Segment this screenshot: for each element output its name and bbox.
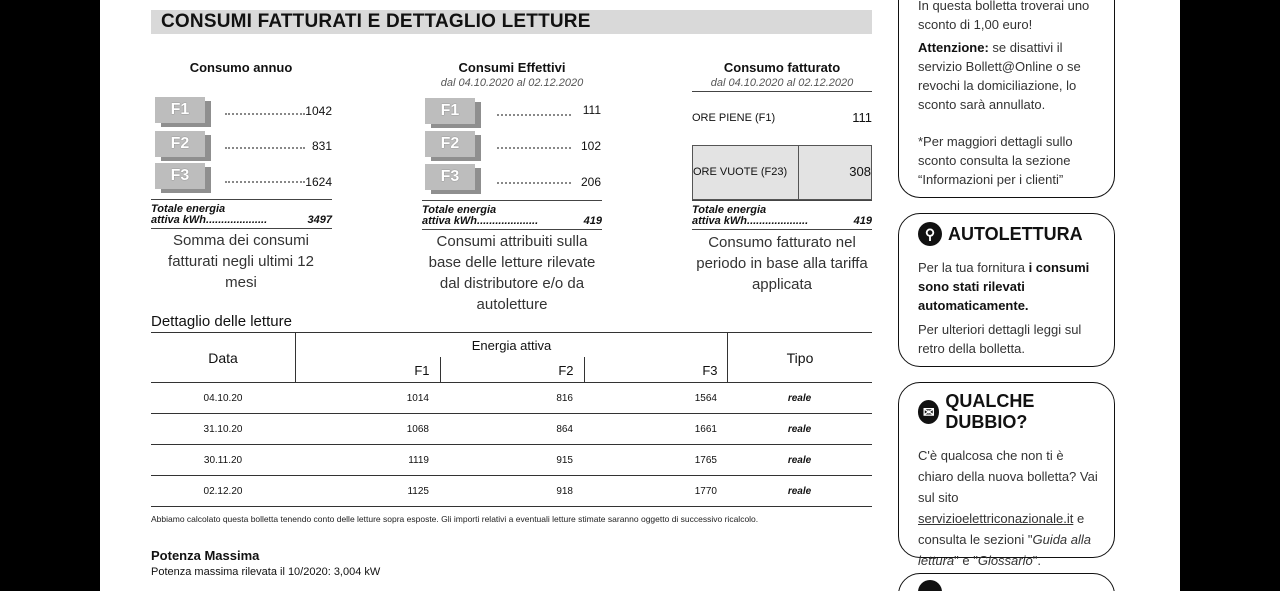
annuo-total-value: 3497 — [307, 214, 332, 226]
row-f1: 1125 — [407, 485, 429, 497]
next-card — [898, 573, 1115, 591]
col-f3-header: F3 — [702, 363, 718, 378]
dubbio-text: C'è qualcosa che non ti è chiaro della nuova bolletta? Vai sul sito servizioelettriconazionale.it e consulta le sezioni "Guida alla lettura" e "Glossario". — [918, 448, 1098, 568]
dubbio-card — [898, 382, 1115, 568]
row-f3: 1770 — [694, 485, 717, 497]
annuo-row-f1 — [155, 97, 335, 127]
potenza-title: Potenza Massima — [151, 548, 260, 563]
dotted-leader — [225, 181, 305, 183]
table-header — [151, 333, 872, 383]
table-row — [151, 445, 872, 476]
table-row — [151, 383, 872, 414]
fatturato-f23-box — [692, 145, 872, 200]
effettivi-total-label: Totale energia attiva kWh.................... — [422, 204, 539, 227]
divider — [692, 200, 872, 201]
fatturato-f1-value: 111 — [852, 110, 872, 125]
annuo-total-label: Totale energia attiva kWh.................... — [151, 203, 268, 226]
effettivi-description: Consumi attribuiti sulla base delle letture rilevate dal distributore e/o da autoletture — [428, 233, 596, 313]
bill-page — [100, 0, 1180, 591]
divider — [422, 229, 602, 230]
fatturato-total-label: Totale energia attiva kWh.................... — [692, 204, 809, 227]
col-energia-header: Energia attiva — [471, 338, 552, 353]
row-f1: 1014 — [406, 392, 429, 404]
sconto-line-2: sconto di 1,00 euro! — [918, 17, 1033, 32]
annuo-f3-value: 1624 — [305, 175, 332, 189]
row-date: 02.12.20 — [203, 485, 243, 497]
row-f3: 1765 — [694, 454, 717, 466]
col-data-header: Data — [208, 350, 238, 366]
divider — [798, 146, 799, 199]
col-f1-cell — [296, 357, 440, 383]
dubbio-heading — [918, 391, 1102, 433]
autolettura-text: Per la tua fornitura i consumi sono stati rilevati automaticamente. — [918, 260, 1090, 313]
annuo-f2-value: 831 — [311, 139, 332, 153]
row-f3: 1661 — [694, 423, 717, 435]
divider — [692, 91, 872, 92]
row-date: 30.11.20 — [203, 454, 243, 466]
effettivi-total-value: 419 — [583, 215, 602, 227]
f1-block: F1 — [155, 97, 205, 123]
dotted-leader — [225, 147, 305, 149]
col-tipo-header: Tipo — [786, 350, 814, 366]
col-f2-header: F2 — [558, 363, 574, 378]
fatturato-title: Consumo fatturato — [723, 60, 841, 75]
divider — [151, 199, 332, 200]
f2-block: F2 — [155, 131, 205, 157]
row-tipo: reale — [787, 454, 812, 466]
dotted-leader — [497, 182, 571, 184]
divider — [422, 200, 602, 201]
fatturato-f23-value: 308 — [849, 164, 871, 179]
sconto-line-1: In questa bolletta troverai uno — [918, 0, 1090, 13]
annuo-description: Somma dei consumi fatturati negli ultimi 12 mesi — [168, 232, 314, 291]
dotted-leader — [225, 113, 305, 115]
dotted-leader — [497, 147, 571, 149]
table-row — [151, 414, 872, 445]
effettivi-row-f1 — [425, 98, 605, 128]
row-f3: 1564 — [694, 392, 717, 404]
divider — [151, 228, 332, 229]
row-date: 04.10.20 — [203, 392, 243, 404]
envelope-icon: ✉ — [918, 400, 939, 424]
sconto-footnote: *Per maggiori dettagli sullo sconto consulta la sezione “Informazioni per i clienti” — [918, 134, 1073, 187]
f1-block: F1 — [425, 98, 475, 124]
dotted-leader — [497, 114, 571, 116]
annuo-title: Consumo annuo — [189, 60, 293, 75]
row-tipo: reale — [787, 392, 812, 404]
potenza-text: Potenza massima rilevata il 10/2020: 3,004 kW — [151, 566, 381, 578]
row-f2: 915 — [556, 454, 573, 466]
effettivi-row-f2 — [425, 131, 605, 161]
row-date: 31.10.20 — [203, 423, 243, 435]
fatturato-period: dal 04.10.2020 al 02.12.2020 — [710, 77, 854, 89]
f2-block: F2 — [425, 131, 475, 157]
letture-table — [151, 332, 872, 507]
search-icon: ⚲ — [918, 222, 942, 246]
sconto-card — [898, 0, 1115, 198]
fatturato-f1-label: ORE PIENE (F1) — [692, 112, 776, 124]
row-f2: 918 — [556, 485, 573, 497]
annuo-row-f3 — [155, 163, 335, 193]
section-title: CONSUMI FATTURATI E DETTAGLIO LETTURE — [151, 10, 872, 34]
col-f1-header: F1 — [414, 363, 430, 378]
attention-text: Attenzione: se disattivi il servizio Bollett@Online o se revochi la domiciliazione, lo sconto sarà annullato. — [918, 40, 1081, 112]
fatturato-description: Consumo fatturato nel periodo in base alla tariffa applicata — [696, 234, 868, 293]
fatturato-f23-label: ORE VUOTE (F23) — [693, 166, 788, 178]
effettivi-f2-value: 102 — [580, 139, 601, 153]
letture-note: Abbiamo calcolato questa bolletta tenendo conto delle letture sopra esposte. Gli importi relativi a eventuali letture stimate saranno oggetto di successivo ricalcolo. — [151, 514, 759, 524]
row-f1: 1068 — [406, 423, 429, 435]
col-f2-cell — [440, 357, 584, 383]
autolettura-more: Per ulteriori dettagli leggi sul retro della bolletta. — [918, 322, 1082, 356]
row-tipo: reale — [787, 485, 812, 497]
site-link[interactable]: servizioelettriconazionale.it — [918, 511, 1074, 526]
autolettura-heading — [918, 222, 1102, 246]
effettivi-row-f3 — [425, 164, 605, 194]
row-f1: 1119 — [408, 454, 429, 466]
row-tipo: reale — [787, 423, 812, 435]
effettivi-f3-value: 206 — [580, 175, 601, 189]
row-f2: 864 — [556, 423, 573, 435]
row-f2: 816 — [556, 392, 573, 404]
dettaglio-title: Dettaglio delle letture — [151, 313, 292, 330]
autolettura-title: AUTOLETTURA — [948, 223, 1083, 244]
effettivi-f1-value: 111 — [582, 103, 601, 117]
table-row — [151, 476, 872, 507]
effettivi-period: dal 04.10.2020 al 02.12.2020 — [440, 77, 584, 89]
col-f3-cell — [584, 357, 728, 383]
annuo-f1-value: 1042 — [305, 104, 332, 118]
effettivi-title: Consumi Effettivi — [458, 60, 566, 75]
f3-block: F3 — [155, 163, 205, 189]
f3-block: F3 — [425, 164, 475, 190]
info-icon — [918, 580, 942, 591]
fatturato-row-f1 — [692, 112, 872, 124]
autolettura-card — [898, 213, 1115, 367]
dubbio-title: QUALCHE DUBBIO? — [945, 391, 1035, 432]
fatturato-total-value: 419 — [853, 215, 872, 227]
annuo-row-f2 — [155, 131, 335, 161]
divider — [692, 229, 872, 230]
